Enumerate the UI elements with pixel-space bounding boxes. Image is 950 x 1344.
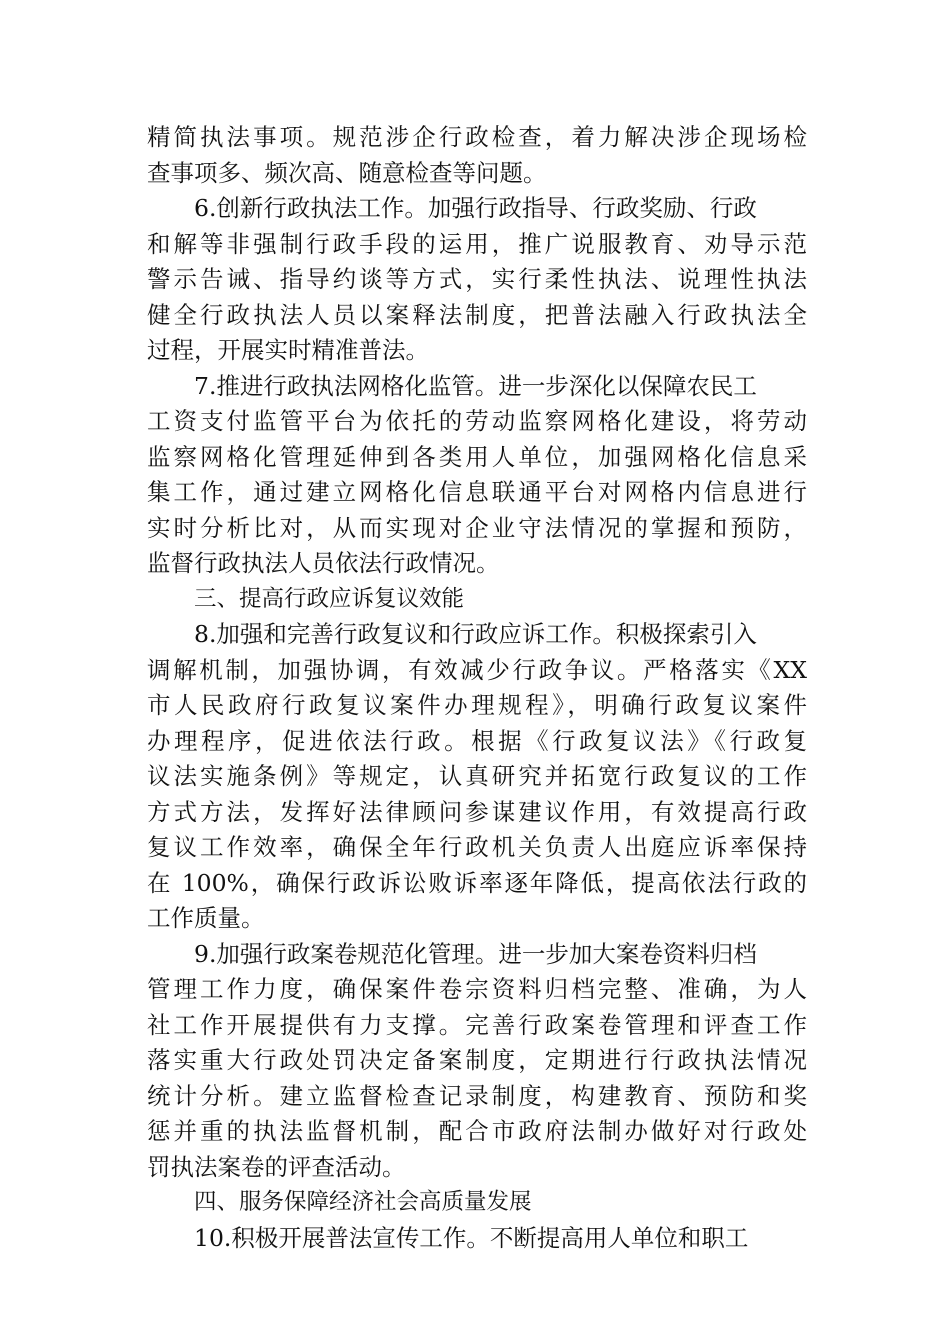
paragraph-line: 惩并重的执法监督机制，配合市政府法制办做好对行政处: [147, 1117, 807, 1145]
paragraph-line: 实时分析比对，从而实现对企业守法情况的掌握和预防，: [147, 513, 807, 542]
paragraph-line: 统计分析。建立监督检查记录制度，构建教育、预防和奖: [147, 1081, 807, 1110]
paragraph-line: 监督行政执法人员依法行政情况。: [147, 549, 500, 577]
paragraph-line: 监察网格化管理延伸到各类用人单位，加强网格化信息采: [147, 442, 807, 471]
section-heading: 三、提高行政应诉复议效能: [194, 585, 465, 612]
paragraph-line: 健全行政执法人员以案释法制度，把普法融入行政执法全: [147, 300, 807, 329]
paragraph-line: 办理程序，促进依法行政。根据《行政复议法》《行政复: [147, 726, 807, 755]
paragraph-line: 警示告诫、指导约谈等方式，实行柔性执法、说理性执法: [147, 265, 807, 293]
paragraph-line: 工作质量。: [147, 904, 265, 932]
paragraph-line: 10.积极开展普法宣传工作。不断提高用人单位和职工: [194, 1223, 749, 1252]
paragraph-line: 7.推进行政执法网格化监管。进一步深化以保障农民工: [194, 371, 757, 400]
paragraph-line: 方式方法，发挥好法律顾问参谋建议作用，有效提高行政: [147, 797, 807, 826]
paragraph-line: 集工作，通过建立网格化信息联通平台对网格内信息进行: [147, 478, 807, 506]
paragraph-line: 市人民政府行政复议案件办理规程》，明确行政复议案件: [147, 691, 807, 719]
section-heading: 四、服务保障经济社会高质量发展: [194, 1189, 532, 1215]
paragraph-line: 复议工作效率，确保全年行政机关负责人出庭应诉率保持: [147, 833, 807, 861]
document-page: [147, 120, 807, 1256]
paragraph-line: 精简执法事项。规范涉企行政检查，着力解决涉企现场检: [147, 123, 807, 151]
paragraph-line: 工资支付监管平台为依托的劳动监察网格化建设，将劳动: [147, 407, 807, 435]
paragraph-line: 在 100%，确保行政诉讼败诉率逐年降低，提高依法行政的: [147, 868, 807, 897]
paragraph-line: 调解机制，加强协调，有效减少行政争议。严格落实《XX: [147, 655, 807, 684]
paragraph-line: 过程，开展实时精准普法。: [147, 336, 429, 364]
paragraph-line: 罚执法案卷的评查活动。: [147, 1152, 406, 1181]
paragraph-line: 8.加强和完善行政复议和行政应诉工作。积极探索引入: [194, 620, 757, 648]
paragraph-line: 落实重大行政处罚决定备案制度，定期进行行政执法情况: [147, 1046, 807, 1074]
paragraph-line: 管理工作力度，确保案件卷宗资料归档完整、准确，为人: [147, 975, 807, 1003]
paragraph-line: 6.创新行政执法工作。加强行政指导、行政奖励、行政: [194, 194, 757, 222]
paragraph-line: 议法实施条例》等规定，认真研究并拓宽行政复议的工作: [147, 762, 807, 790]
paragraph-line: 查事项多、频次高、随意检查等问题。: [147, 158, 547, 187]
paragraph-line: 9.加强行政案卷规范化管理。进一步加大案卷资料归档: [194, 939, 757, 968]
paragraph-line: 和解等非强制行政手段的运用，推广说服教育、劝导示范: [147, 229, 807, 258]
paragraph-line: 社工作开展提供有力支撑。完善行政案卷管理和评查工作: [147, 1010, 807, 1039]
